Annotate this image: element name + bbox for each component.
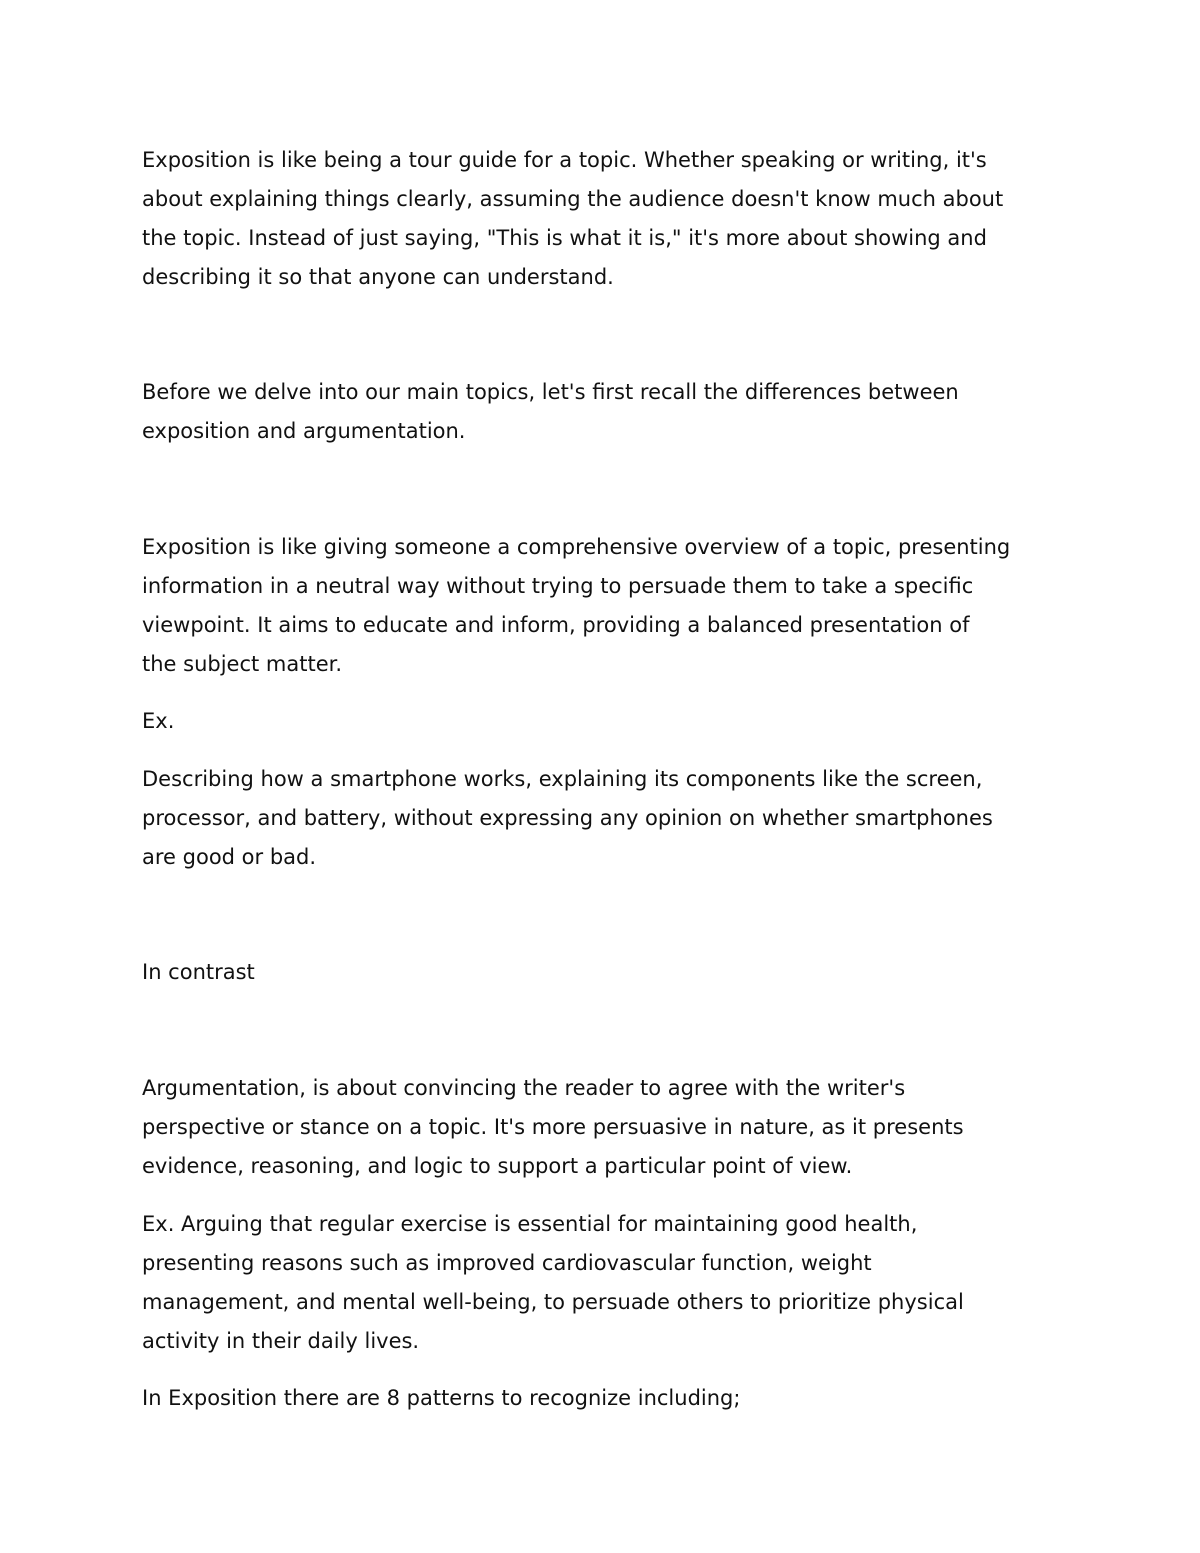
paragraph-line: Before we delve into our main topics, let's first recall the differences between	[142, 380, 959, 404]
paragraph-exercise-example	[142, 1205, 1062, 1361]
paragraph-line: Ex.	[142, 709, 175, 733]
paragraph-line: In Exposition there are 8 patterns to recognize including;	[142, 1386, 741, 1410]
paragraph-line: In contrast	[142, 960, 255, 984]
paragraph-line: activity in their daily lives.	[142, 1329, 420, 1353]
paragraph-line: perspective or stance on a topic. It's more persuasive in nature, as it presents	[142, 1115, 964, 1139]
paragraph-line: Describing how a smartphone works, explaining its components like the screen,	[142, 767, 983, 791]
paragraph-argumentation-definition	[142, 1069, 1062, 1186]
paragraph-exposition-intro	[142, 141, 1062, 297]
paragraph-eight-patterns	[142, 1379, 1062, 1418]
paragraph-line: describing it so that anyone can understand.	[142, 265, 614, 289]
paragraph-in-contrast	[142, 953, 1062, 992]
paragraph-line: Exposition is like giving someone a comprehensive overview of a topic, presenting	[142, 535, 1011, 559]
paragraph-line: presenting reasons such as improved cardiovascular function, weight	[142, 1251, 872, 1275]
paragraph-smartphone-example	[142, 760, 1062, 877]
paragraph-line: Argumentation, is about convincing the reader to agree with the writer's	[142, 1076, 906, 1100]
paragraph-line: evidence, reasoning, and logic to support a particular point of view.	[142, 1154, 853, 1178]
paragraph-line: processor, and battery, without expressing any opinion on whether smartphones	[142, 806, 993, 830]
paragraph-line: viewpoint. It aims to educate and inform, providing a balanced presentation of	[142, 613, 970, 637]
paragraph-line: the subject matter.	[142, 652, 343, 676]
paragraph-line: information in a neutral way without trying to persuade them to take a specific	[142, 574, 974, 598]
paragraph-line: Exposition is like being a tour guide for a topic. Whether speaking or writing, it's	[142, 148, 987, 172]
paragraph-line: about explaining things clearly, assuming the audience doesn't know much about	[142, 187, 1004, 211]
paragraph-ex-label	[142, 702, 1062, 741]
paragraph-exposition-definition	[142, 528, 1062, 684]
paragraph-recall-differences	[142, 373, 1062, 451]
paragraph-line: management, and mental well-being, to persuade others to prioritize physical	[142, 1290, 964, 1314]
paragraph-line: are good or bad.	[142, 845, 317, 869]
paragraph-line: the topic. Instead of just saying, "This is what it is," it's more about showing and	[142, 226, 987, 250]
paragraph-line: exposition and argumentation.	[142, 419, 466, 443]
paragraph-line: Ex. Arguing that regular exercise is essential for maintaining good health,	[142, 1212, 918, 1236]
